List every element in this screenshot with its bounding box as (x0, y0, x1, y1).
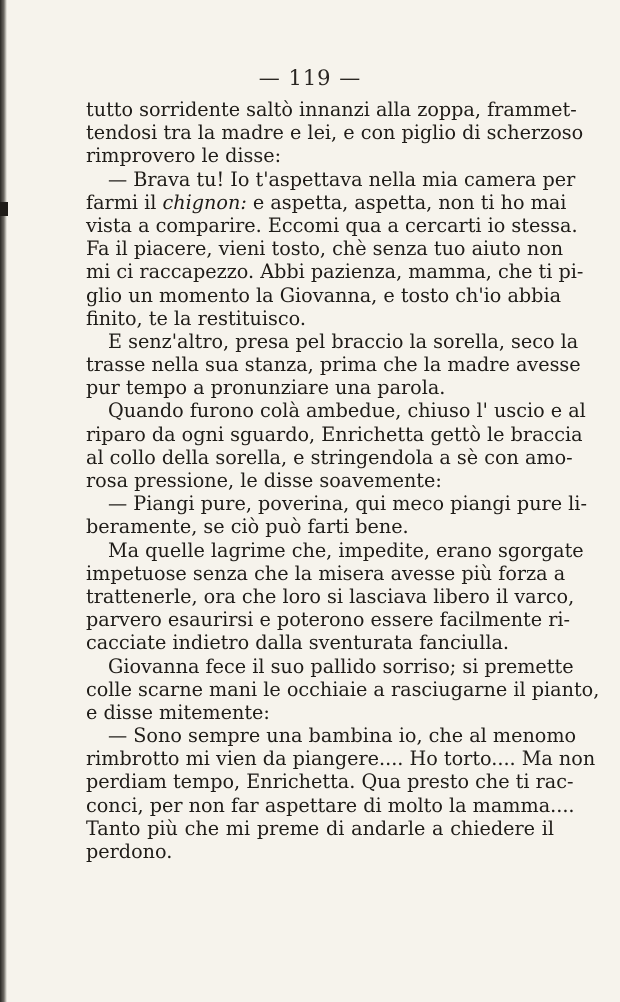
page-number: — 119 — (258, 66, 362, 90)
page-body-text (86, 98, 600, 863)
text-segment: farmi il (86, 190, 157, 214)
text-line: rimprovero le disse: (86, 144, 282, 168)
text-line: — Sono sempre una bambina io, che al menomo (108, 724, 577, 748)
text-line: E senz'altro, presa pel braccio la sorella, seco la (108, 329, 579, 353)
text-line: Quando furono colà ambedue, chiuso l' uscio e al (108, 399, 586, 423)
text-line: pur tempo a pronunziare una parola. (86, 376, 446, 400)
text-line: riparo da ogni sguardo, Enrichetta gettò le braccia (86, 422, 583, 446)
text-line: perdiam tempo, Enrichetta. Qua presto che ti rac- (86, 770, 574, 794)
text-line: tutto sorridente saltò innanzi alla zoppa, frammet- (86, 98, 577, 121)
text-line: trattenerle, ora che loro si lasciava libero il varco, (86, 584, 575, 608)
page-left-edge (0, 0, 7, 1002)
text-line: colle scarne mani le occhiaie a rasciugarne il pianto, (86, 677, 600, 701)
text-line: trasse nella sua stanza, prima che la madre avesse (86, 353, 581, 377)
text-line: Ma quelle lagrime che, impedite, erano sgorgate (108, 538, 584, 562)
text-line: mi ci raccapezzo. Abbi pazienza, mamma, che ti pi- (86, 260, 584, 284)
text-line: impetuose senza che la misera avesse più forza a (86, 561, 566, 585)
text-line: Fa il piacere, vieni tosto, chè senza tuo aiuto non (86, 237, 564, 261)
text-line: Tanto più che mi preme di andarle a chiedere il (86, 816, 554, 840)
text-segment: e aspetta, aspetta, non ti ho mai (252, 190, 567, 214)
text-line: e disse mitemente: (86, 700, 270, 724)
text-line: tendosi tra la madre e lei, e con piglio di scherzoso (86, 121, 584, 145)
text-line: — Piangi pure, poverina, qui meco piangi pure li- (108, 492, 587, 516)
page-edge-mark (0, 202, 8, 216)
text-line: finito, te la restituisco. (86, 306, 306, 330)
text-line: — Brava tu! Io t'aspettava nella mia camera per (108, 167, 576, 191)
text-line: perdono. (86, 840, 173, 863)
text-line: rimbrotto mi vien da piangere.... Ho torto.... Ma non (86, 747, 596, 771)
text-line (86, 190, 567, 214)
text-line: rosa pressione, le disse soavemente: (86, 469, 442, 492)
text-line: parvero esaurirsi e poterono essere facilmente ri- (86, 608, 571, 632)
text-line: cacciate indietro dalla sventurata fanciulla. (86, 631, 510, 655)
text-line: vista a comparire. Eccomi qua a cercarti io stessa. (86, 213, 578, 237)
text-line: conci, per non far aspettare di molto la mamma.... (86, 793, 575, 817)
text-line: beramente, se ciò può farti bene. (86, 515, 409, 539)
text-line: Giovanna fece il suo pallido sorriso; si premette (108, 654, 574, 678)
text-line: glio un momento la Giovanna, e tosto ch'io abbia (86, 283, 562, 307)
italic-word: chignon: (162, 190, 247, 214)
text-line: al collo della sorella, e stringendola a sè con amo- (86, 445, 573, 469)
